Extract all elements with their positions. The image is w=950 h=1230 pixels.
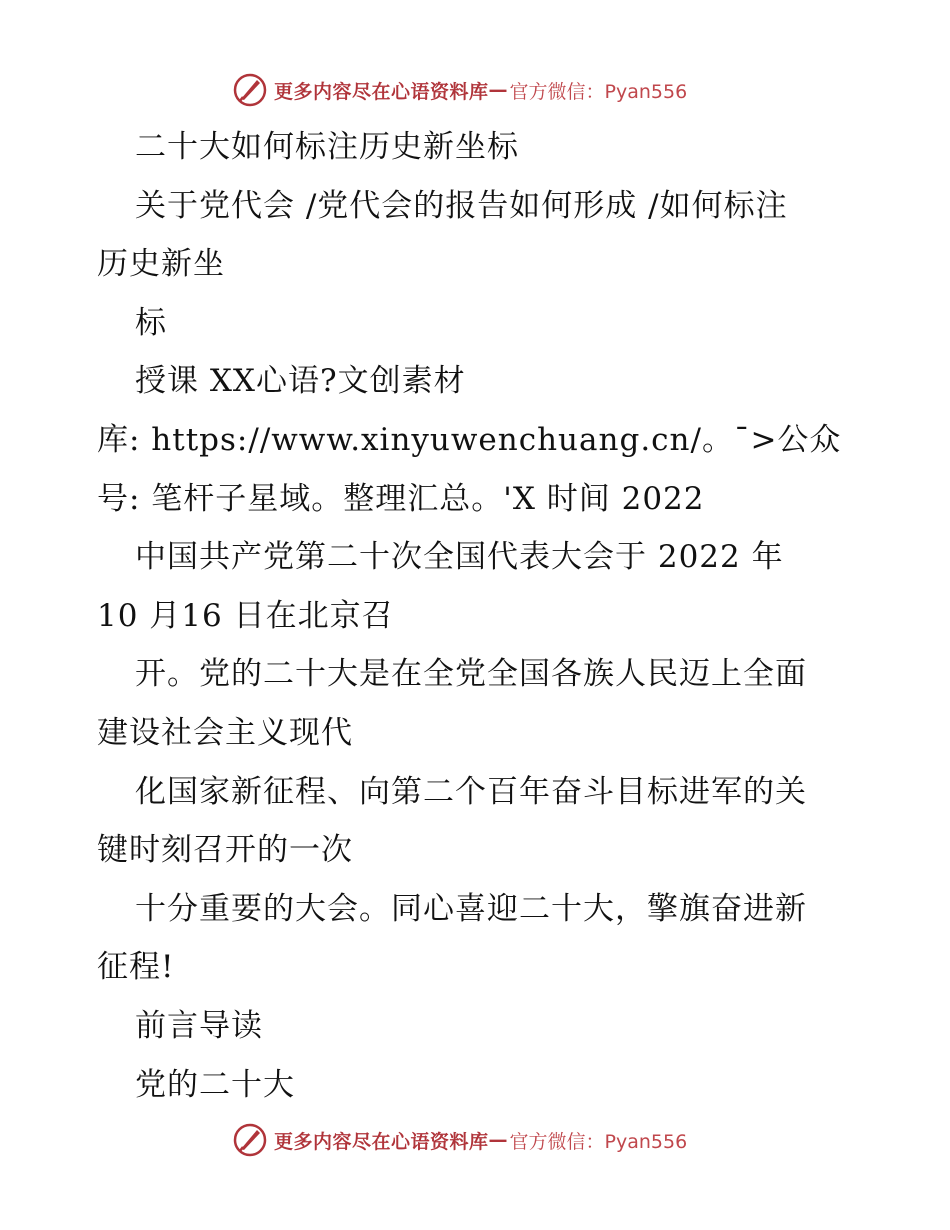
- banner-separator: —: [488, 79, 508, 101]
- body-line: 开。党的二十大是在全党全国各族人民迈上全面: [135, 656, 807, 693]
- body-line: 党的二十大: [135, 1066, 295, 1103]
- body-line: 十分重要的大会。同心喜迎二十大，擎旗奋进新: [135, 890, 807, 927]
- body-line: 10 月16 日在北京召: [97, 597, 394, 634]
- body-line: 前言导读: [135, 1007, 263, 1044]
- footer-banner: [232, 1120, 687, 1160]
- banner-main-text: 更多内容尽在心语资料库: [274, 80, 489, 103]
- body-line: 中国共产党第二十次全国代表大会于 2022 年: [135, 539, 784, 576]
- body-line: 历史新坐: [97, 246, 225, 283]
- body-line: 授课 XX心语?文创素材: [135, 363, 466, 400]
- body-line: 征程!: [97, 949, 175, 986]
- body-line: 二十大如何标注历史新坐标: [135, 129, 519, 165]
- document-body: [97, 118, 857, 1114]
- body-line: 化国家新征程、向第二个百年奋斗目标进军的关: [135, 773, 807, 810]
- body-line: 键时刻召开的一次: [97, 832, 353, 869]
- body-line: 建设社会主义现代: [97, 714, 353, 751]
- body-line: 号: 笔杆子星域。整理汇总。'X 时间 2022: [97, 480, 705, 517]
- header-banner: [232, 70, 687, 110]
- body-line: 标: [135, 304, 167, 341]
- body-line: 关于党代会 /党代会的报告如何形成 /如何标注: [135, 187, 788, 224]
- body-line: 库: https://www.xinyuwenchuang.cn/。¯>公众: [97, 421, 842, 458]
- feather-pen-logo-icon: [232, 72, 268, 108]
- feather-pen-logo-icon: [232, 1122, 268, 1158]
- banner-contact-text: 官方微信：Pyan556: [509, 1130, 688, 1153]
- banner-contact-text: 官方微信：Pyan556: [509, 80, 688, 103]
- banner-separator: —: [488, 1129, 508, 1151]
- banner-main-text: 更多内容尽在心语资料库: [274, 1130, 489, 1153]
